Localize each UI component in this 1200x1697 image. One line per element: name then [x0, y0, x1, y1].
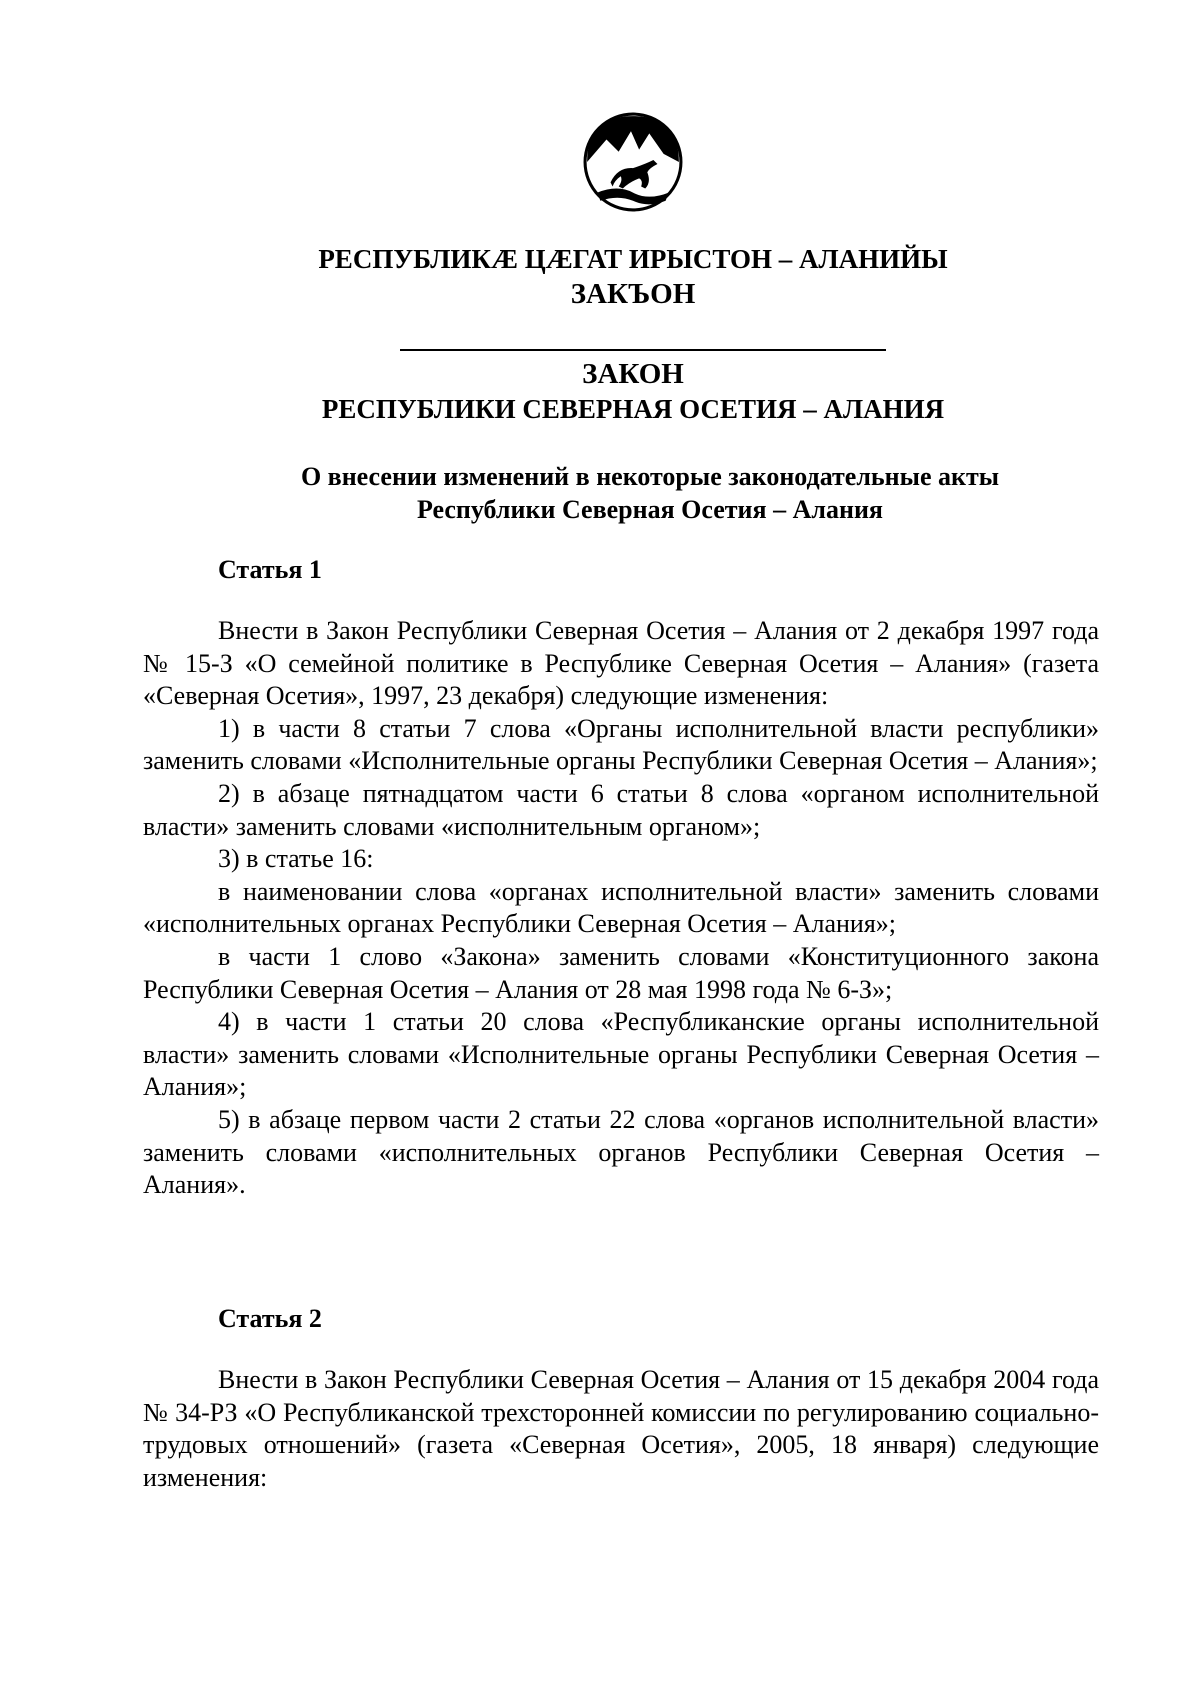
ossetian-law-label: ЗАКЪОН [570, 278, 696, 310]
paragraph: 2) в абзаце пятнадцатом части 6 статьи 8 слова «органом исполнительной власти» заменить словами «исполнительным органом»; [143, 778, 1099, 841]
paragraph: Внести в Закон Республики Северная Осетия – Алания от 15 декабря 2004 года № 34-РЗ «О Республиканской трехсторонней комиссии по регулированию социально-трудовых отношений» (газета «Северная Осетия», 2005, 18 января) следующие изменения: [143, 1365, 1099, 1492]
paragraph: 4) в части 1 статьи 20 слова «Республиканские органы исполнительной власти» заменить словами «Исполнительные органы Республики Северная Осетия – Алания»; [143, 1007, 1099, 1102]
russian-law-label: ЗАКОН [582, 358, 684, 390]
article-heading: Статья 1 [218, 555, 322, 584]
paragraph: 1) в части 8 статьи 7 слова «Органы исполнительной власти республики» заменить словами «Исполнительные органы Республики Северная Осетия – Алания»; [143, 713, 1099, 776]
paragraph: Внести в Закон Республики Северная Осетия – Алания от 2 декабря 1997 года № 15-З «О семейной политике в Республике Северная Осетия – Алания» (газета «Северная Осетия», 1997, 23 декабря) следующие изменения: [143, 616, 1099, 711]
coat-of-arms-emblem [582, 110, 684, 214]
paragraph: 5) в абзаце первом части 2 статьи 22 слова «органов исполнительной власти» заменить словами «исполнительных органов Республики Северная Осетия – Алания». [143, 1104, 1099, 1200]
article-heading: Статья 2 [218, 1304, 322, 1333]
article-body [143, 1364, 1099, 1494]
paragraph: 3) в статье 16: [218, 844, 374, 874]
paragraph: в части 1 слово «Закона» заменить словами «Конституционного закона Республики Северная Осетия – Алания от 28 мая 1998 года № 6-З»; [143, 941, 1099, 1004]
law-subject [200, 460, 1100, 526]
law-subject-line: О внесении изменений в некоторые законодательные акты [300, 462, 1000, 491]
russian-title: РЕСПУБЛИКИ СЕВЕРНАЯ ОСЕТИЯ – АЛАНИЯ [321, 394, 945, 424]
law-subject-line: Республики Северная Осетия – Алания [416, 495, 883, 524]
article-body [143, 615, 1099, 1202]
title-divider [400, 349, 886, 351]
ossetian-title: РЕСПУБЛИКÆ ЦÆГАТ ИРЫСТОН – АЛАНИЙЫ [318, 244, 948, 274]
paragraph: в наименовании слова «органах исполнительной власти» заменить словами «исполнительных органах Республики Северная Осетия – Алания»; [143, 876, 1099, 939]
